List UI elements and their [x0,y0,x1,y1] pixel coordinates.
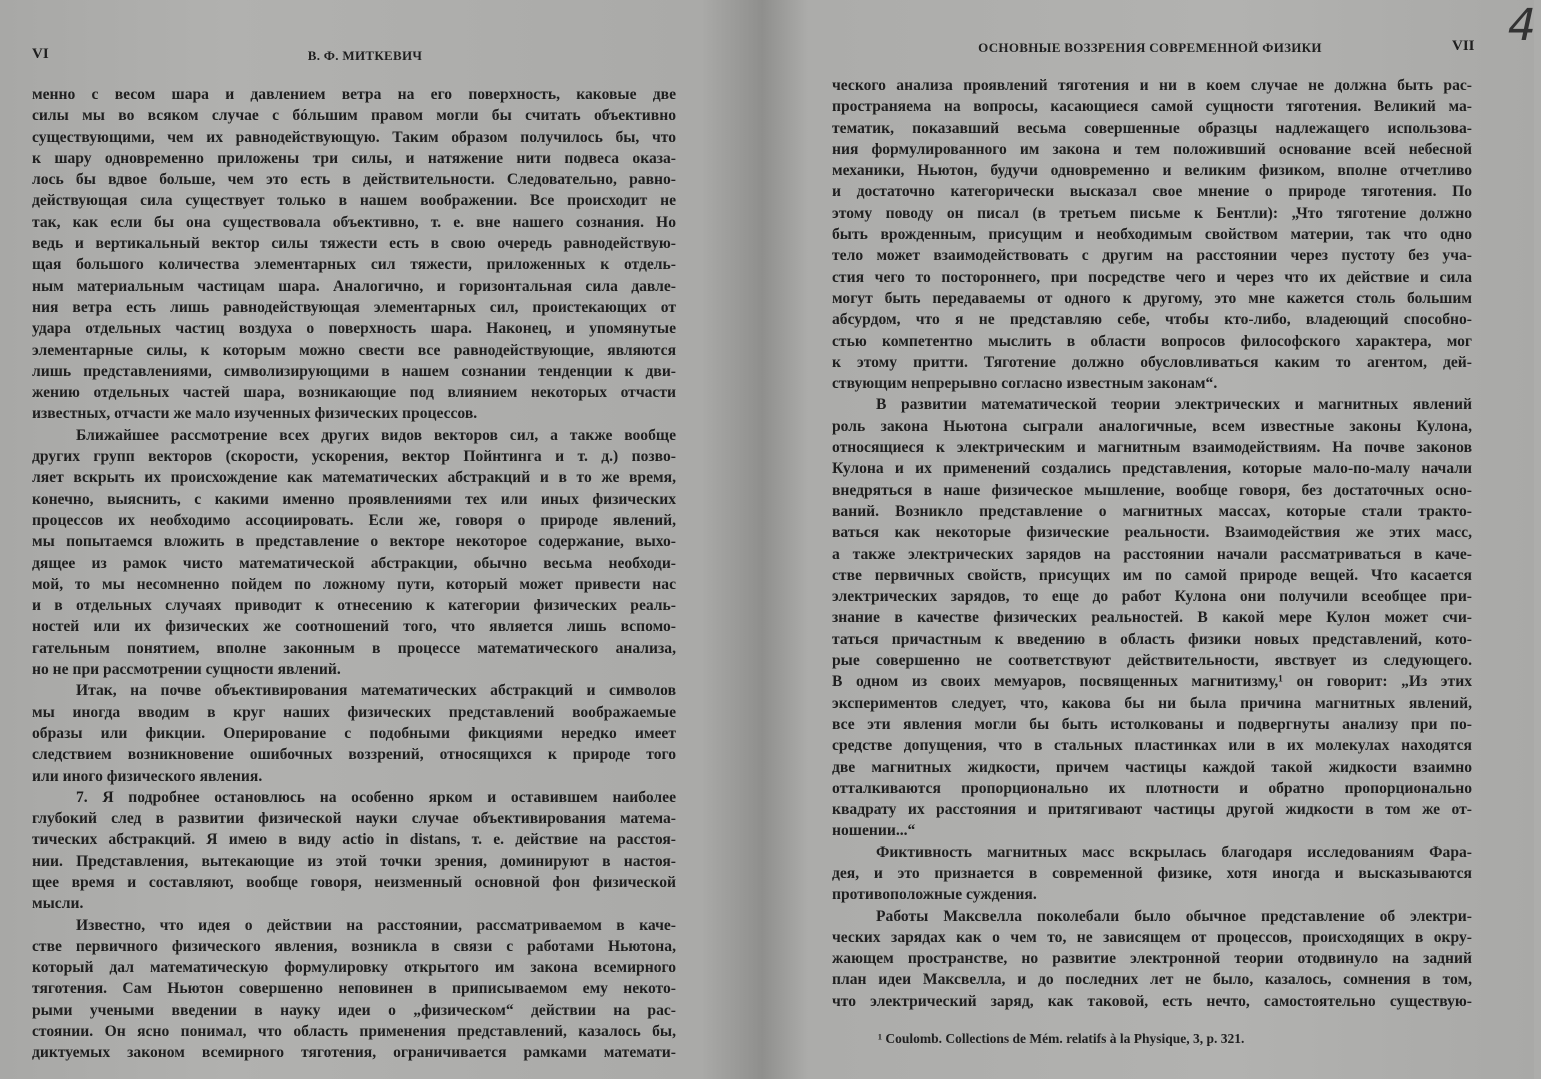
text-line: процессов их необходимо ассоциировать. Если же, говоря о природе явлений, [32,511,676,529]
text-line: ния формулированного им закона и тем положивший основание всей небесной [832,140,1472,158]
text-line: который дал математическую формулировку открытого им закона всемирного [32,959,676,977]
text-line: мысли. [32,895,84,913]
text-line: следствием возникновение ошибочных воззрений, относящихся к природе того [32,746,676,764]
running-head: В. Ф. МИТКЕВИЧ [307,48,423,63]
text-line: глубокий след в развитии физической науки случае объективирования матема- [32,810,676,828]
text-line: ностей или их физических же соотношений того, что является лишь вспомо- [32,618,676,636]
paragraph [832,842,1472,906]
text-line: пространяема на вопросы, касающиеся самой сущности тяготения. Великий ма- [832,98,1472,116]
text-line: знание в качестве физических реальностей. В какой мере Кулон может счи- [832,609,1472,627]
text-line: к этому притти. Тяготение должно обусловливаться каким то агентом, дей- [832,353,1472,371]
text-line: Работы Максвелла поколебали было обычное представление об электри- [876,907,1472,925]
text-line: абсурдом, что я не представляю себе, чтобы кто-либо, владеющий способно- [832,311,1472,329]
text-line: внедряться в наше физическое мышление, вообще говоря, без достаточных осно- [832,481,1472,499]
text-line: таться причастным к введению в область физики новых представлений, кото- [832,630,1472,648]
text-line: стью компетентно мыслить в области вопросов философского характера, мог [832,332,1472,350]
running-head: ОСНОВНЫЕ ВОЗЗРЕНИЯ СОВРЕМЕННОЙ ФИЗИКИ [978,40,1322,55]
text-line: ческих зарядах как о чем то, не зависящем от процессов, происходящих в окру- [832,928,1472,946]
text-line: конечно, выяснить, с какими именно проявлениями тех или иных физических [32,490,676,508]
text-line: менно с весом шара и давлением ветра на его поверхность, каковые две [32,86,676,103]
text-line: мы попытаемся вложить в представление о векторе некоторое содержание, выхо- [32,533,676,551]
text-line: Итак, на почве объективирования математических абстракций и символов [76,682,676,700]
text-line: нии. Представления, вытекающие из этой точки зрения, доминируют в настоя- [32,852,676,870]
handwritten-mark: 4 [1502,0,1541,51]
text-line: план идеи Максвелла, и до последних лет не было, казалось, сомнения в том, [832,971,1472,989]
text-line: В одном из своих мемуаров, посвященных магнитизму,¹ он говорит: „Из этих [832,673,1472,691]
text-line: и достаточно категорически высказал свое мнение о природе тяготения. По [832,183,1472,201]
text-line: электрических зарядов, то еще до работ Кулона они получили всеобщее при- [832,588,1472,606]
text-line: диктуемых законом всемирного тяготения, ограничивается рамками математи- [32,1044,676,1062]
text-line: образы или фикции. Оперирование с подобными фикциями нередко имеет [32,724,676,742]
text-line: противоположные суждения. [832,886,1037,904]
paragraph [832,394,1472,841]
text-line: относящиеся к электрическим и магнитным взаимодействиям. На почве законов [832,439,1472,457]
text-line: две магнитных жидкости, причем частицы каждой такой жидкости взаимно [832,758,1472,776]
body-text [832,75,1472,1012]
text-line: так, как если бы она существовала объективно, т. е. вне нашего сознания. Но [32,213,676,231]
text-line: щая большого количества элементарных сил тяжести, приложенных к отдель- [32,256,676,274]
text-line: и в отдельных случаях приводит к отнесению к категории физических реаль- [32,597,676,615]
text-line: силы мы во всяком случае с бóльшим правом могли бы считать объективно [32,107,676,125]
paragraph [32,680,676,786]
paragraph [832,75,1472,394]
text-line: лишь представлениями, символизирующими в нашем сознании тенденции к дви- [32,362,676,380]
text-line: роль закона Ньютона сыграли аналогичные, всем известные законы Кулона, [832,417,1472,435]
text-line: рые совершенно не соответствуют действительности, явствует из следующего. [832,652,1472,670]
left-page [0,0,762,1079]
text-line: могут быть передаваемы от одного к другому, это мне кажется столь большим [832,289,1472,307]
text-line: ляет вскрыть их происхождение как математических абстракций и в то же время, [32,469,676,487]
right-page [762,0,1534,1079]
text-line: тических абстракций. Я имею в виду actio in distans, т. е. действие на расстоя- [32,831,676,849]
text-line: существующими, чем их равнодействующую. Таким образом получилось бы, что [32,128,676,146]
text-line: рыми учеными введении в науку идеи о „физическом“ действии на рас- [32,1001,676,1019]
text-line: средстве допущения, что в стальных пластинках или в их молекулах находятся [832,737,1472,755]
text-line: ваний. Возникло представление о магнитных массах, которые стали тракто- [832,502,1472,520]
page-number: VI [32,46,49,62]
text-line: а также электрических зарядов на расстоянии начали рассматриваться в каче- [832,545,1472,563]
body-text [32,84,676,1064]
text-line: Известно, что идея о действии на расстоянии, рассматриваемом в каче- [76,916,676,934]
text-line: В развитии математической теории электрических и магнитных явлений [876,396,1472,414]
text-line: квадрату их расстояния и притягивают частицы другой жидкости в том же от- [832,801,1472,819]
text-line: жающем пространстве, но развитие электронной теории отодвинуло на задний [832,950,1472,968]
text-line: стве первичных свойств, присущих им по самой природе вещей. Что касается [832,566,1472,584]
text-line: ным материальным частицам шара. Аналогично, и горизонтальная сила давле- [32,277,676,295]
text-line: к шару одновременно приложены три силы, и натяжение нити подвеса оказа- [32,149,676,167]
text-line: что электрический заряд, как таковой, есть нечто, самостоятельно существую- [832,992,1472,1010]
text-line: механики, Ньютон, будучи одновременно и великим физиком, вполне отчетливо [832,162,1472,180]
text-line: тематик, показавший весьма совершенные образцы надлежащего использова- [832,119,1472,137]
text-line: быть врожденным, присущим и необходимым свойством материи, так что одно [832,226,1472,244]
text-line: стве первичного физического явления, возникла в связи с работами Ньютона, [32,937,676,955]
text-line: все эти явления могли бы быть истолкованы и подвергнуты анализу при по- [832,715,1472,733]
text-line: тело может взаимодействовать с другим на расстоянии через пустоту без уча- [832,247,1472,265]
text-line: ведь и вертикальный вектор силы тяжести есть в свою очередь равнодействую- [32,235,676,253]
paragraph [32,787,676,915]
text-line: Фиктивность магнитных масс вскрылась благодаря исследованиям Фара- [876,843,1472,861]
text-line: или иного физического явления. [32,767,263,785]
text-line: других групп векторов (скорости, ускорения, вектор Пойнтинга и т. д.) позво- [32,448,676,466]
paragraph [832,906,1472,1012]
text-line: стия чего то постороннего, при посредстве чего и через что их действие и сила [832,268,1472,286]
text-line: ческого анализа проявлений тяготения и ни в коем случае не должна быть рас- [832,77,1472,94]
paragraph [32,425,676,681]
text-line: щее время и составляют, вообще говоря, неизменный основной фон физической [32,873,676,891]
paragraph [32,915,676,1064]
paragraph [32,84,676,425]
text-line: Кулона и их применений создались представления, которые мало-по-малу начали [832,460,1472,478]
text-line: 7. Я подробнее остановлюсь на особенно ярком и оставившем наиболее [76,788,676,806]
text-line: экспериментов следует, что, какова бы ни была причина магнитных явлений, [832,694,1472,712]
text-line: действующая сила существует только в нашем воображении. Все происходит не [32,192,676,210]
text-line: мой, то мы несомненно пойдем по ложному пути, который может привести нас [32,575,676,593]
text-line: дея, и это признается в современной физике, хотя иногда и высказываются [832,864,1472,882]
text-line: элементарные силы, к которым можно свести все равнодействующие, являются [32,341,676,359]
text-line: мы иногда вводим в круг наших физических представлений воображаемые [32,703,676,721]
text-line: но не при рассмотрении сущности явлений. [32,661,341,679]
text-line: лось бы вдвое больше, чем это есть в действительности. Следовательно, равно- [32,171,676,189]
text-line: этому поводу он писал (в третьем письме к Бентли): „Что тяготение должно [832,204,1472,222]
text-line: жению отдельных частей шара, возникающие под влиянием некоторых отчасти [32,384,676,402]
text-line: известных, отчасти же мало изученных физических процессов. [32,405,478,423]
page-number: VII [1452,38,1475,54]
text-line: стоянии. Он ясно понимал, что область применения представлений, казалось бы, [32,1023,676,1041]
text-line: ния ветра есть лишь равнодействующая элементарных сил, проистекающих от [32,298,676,316]
text-line: гательным понятием, вполне законным в процессе математического анализа, [32,639,676,657]
text-line: Ближайшее рассмотрение всех других видов векторов сил, а также вообще [76,426,676,444]
text-line: ваться как некоторые физические реальности. Взаимодействия же этих масс, [832,524,1472,542]
text-line: ношении...“ [832,822,916,840]
footnote: ¹ Coulomb. Collections de Mém. relatifs à la Physique, 3, p. 321. [878,1031,1245,1046]
text-line: отталкиваются пропорционально их плотности и обратно пропорционально [832,779,1472,797]
text-line: удара отдельных частиц воздуха о поверхность шара. Наконец, и упомянутые [32,320,676,338]
text-line: дящее из рамок чисто математической абстракции, обычно весьма необходи- [32,554,676,572]
text-line: ствующим непрерывно согласно известным законам“. [832,375,1218,393]
text-line: тяготения. Сам Ньютон совершенно неповинен в приписываемом ему некото- [32,980,676,998]
